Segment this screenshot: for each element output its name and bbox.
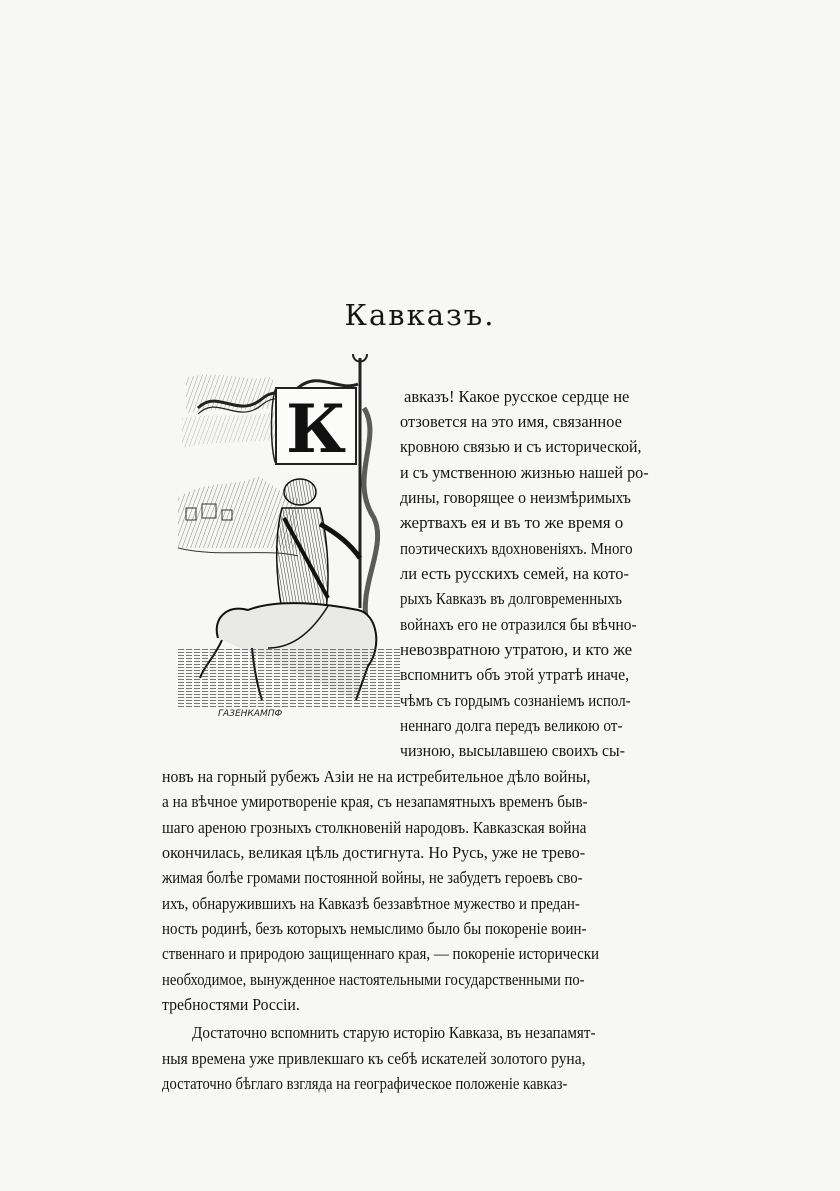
engraving-illustration xyxy=(178,348,400,720)
river-water xyxy=(178,648,400,708)
text-line: ныя времена уже привлекшаго къ себѣ искателей золотого руна, xyxy=(162,1049,586,1068)
text-line: невозвратною утратою, и кто же xyxy=(400,640,633,659)
page-title: Кавказъ. xyxy=(344,298,496,332)
text-line: ственнаго и природою защищеннаго края, — покореніе исторически xyxy=(162,944,600,963)
text-line: дины, говорящее о неизмѣримыхъ xyxy=(400,488,631,507)
text-line: чизною, высылавшею своихъ сы- xyxy=(400,741,625,760)
initial-letter: К xyxy=(285,390,347,468)
text-line: требностями Россіи. xyxy=(162,995,300,1014)
text-line: Достаточно вспомнить старую исторію Кавказа, въ незапамят- xyxy=(192,1023,596,1042)
text-line: новъ на горный рубежъ Азіи не на истребительное дѣло войны, xyxy=(162,767,591,786)
text-line: ность родинѣ, безъ которыхъ немыслимо было бы покореніе воин- xyxy=(162,919,587,938)
text-line: достаточно бѣглаго взгляда на географическое положеніе кавказ- xyxy=(162,1074,568,1093)
text-line: ли есть русскихъ семей, на кото- xyxy=(400,564,629,583)
engraver-signature: ГАЗЕНКАМПФ xyxy=(218,709,283,719)
text-line: окончилась, великая цѣль достигнута. Но Русь, уже не трево- xyxy=(162,843,586,862)
text-line: необходимое, вынужденное настоятельными государственными по- xyxy=(162,970,585,989)
text-line: а на вѣчное умиротвореніе края, съ незапамятныхъ временъ быв- xyxy=(162,792,588,811)
text-line: жертвахъ ея и въ то же время о xyxy=(400,513,624,532)
text-line: ихъ, обнаружившихъ на Кавказѣ беззавѣтное мужество и предан- xyxy=(162,894,580,913)
text-line: неннаго долга передъ великою от- xyxy=(400,716,623,735)
text-line: поэтическихъ вдохновеніяхъ. Много xyxy=(400,539,633,558)
text-line: отзовется на это имя, связанное xyxy=(400,412,622,431)
text-line: шаго ареною грозныхъ столкновеній народовъ. Кавказская война xyxy=(162,818,587,837)
text-line: кровною связью и съ исторической, xyxy=(400,437,642,456)
text-line: авказъ! Какое русское сердце не xyxy=(404,387,630,406)
text-line: войнахъ его не отразился бы вѣчно- xyxy=(400,615,637,634)
text-line: рыхъ Кавказъ въ долговременныхъ xyxy=(400,589,622,608)
text-line: чѣмъ съ гордымъ сознаніемъ испол- xyxy=(400,691,631,710)
rider-hat xyxy=(284,479,316,505)
rider-body xyxy=(277,508,328,610)
text-line: вспомнитъ объ этой утратѣ иначе, xyxy=(400,665,630,684)
text-line: жимая болѣе громами постоянной войны, не забудетъ героевъ сво- xyxy=(162,868,583,887)
text-line: и съ умственною жизнью нашей ро- xyxy=(400,463,649,482)
